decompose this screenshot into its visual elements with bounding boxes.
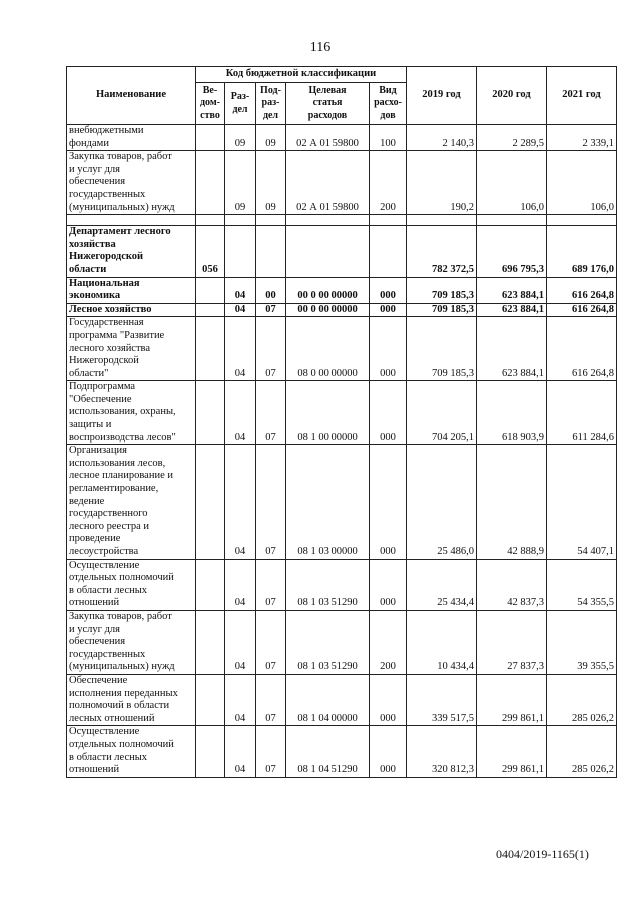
header-name: Наименование bbox=[67, 67, 196, 125]
row-2021: 611 284,6 bbox=[547, 381, 617, 445]
row-name: Национальная экономика bbox=[67, 277, 196, 303]
row-2020: 299 861,1 bbox=[477, 726, 547, 777]
row-target: 00 0 00 00000 bbox=[286, 277, 370, 303]
row-2020: 42 837,3 bbox=[477, 559, 547, 610]
row-2019: 709 185,3 bbox=[407, 317, 477, 381]
row-vid: 000 bbox=[370, 726, 407, 777]
header-target: Целевая статья расходов bbox=[286, 83, 370, 125]
row-2019: 320 812,3 bbox=[407, 726, 477, 777]
row-razdel: 04 bbox=[225, 674, 256, 725]
spacer-cell bbox=[67, 215, 196, 226]
row-target bbox=[286, 226, 370, 277]
row-2021: 616 264,8 bbox=[547, 277, 617, 303]
row-podrazdel: 07 bbox=[256, 303, 286, 317]
row-name: внебюджетными фондами bbox=[67, 125, 196, 151]
row-vedomstvo bbox=[196, 559, 225, 610]
spacer-cell bbox=[407, 215, 477, 226]
row-target: 08 1 00 00000 bbox=[286, 381, 370, 445]
spacer-cell bbox=[225, 215, 256, 226]
row-target: 00 0 00 00000 bbox=[286, 303, 370, 317]
row-2019: 709 185,3 bbox=[407, 303, 477, 317]
row-target: 08 0 00 00000 bbox=[286, 317, 370, 381]
row-2021: 285 026,2 bbox=[547, 726, 617, 777]
row-name: Департамент лесного хозяйства Нижегородской области bbox=[67, 226, 196, 277]
header-vid: Вид расхо- дов bbox=[370, 83, 407, 125]
row-name: Обеспечение исполнения переданных полномочий в области лесных отношений bbox=[67, 674, 196, 725]
row-2020: 623 884,1 bbox=[477, 277, 547, 303]
row-name: Закупка товаров, работ и услуг для обеспечения государственных (муниципальных) нужд bbox=[67, 610, 196, 674]
row-podrazdel: 07 bbox=[256, 559, 286, 610]
row-2019: 339 517,5 bbox=[407, 674, 477, 725]
row-razdel: 04 bbox=[225, 317, 256, 381]
row-2020: 106,0 bbox=[477, 151, 547, 215]
row-razdel: 09 bbox=[225, 151, 256, 215]
table-row bbox=[67, 226, 617, 277]
header-podrazdel: Под- раз- дел bbox=[256, 83, 286, 125]
row-razdel: 04 bbox=[225, 277, 256, 303]
header-code-group: Код бюджетной классификации bbox=[196, 67, 407, 83]
row-target: 08 1 04 00000 bbox=[286, 674, 370, 725]
header-2020: 2020 год bbox=[477, 67, 547, 125]
row-2019: 10 434,4 bbox=[407, 610, 477, 674]
spacer-cell bbox=[286, 215, 370, 226]
row-name: Государственная программа "Развитие лесного хозяйства Нижегородской области" bbox=[67, 317, 196, 381]
table-row bbox=[67, 726, 617, 777]
row-name: Осуществление отдельных полномочий в области лесных отношений bbox=[67, 559, 196, 610]
table-row bbox=[67, 445, 617, 559]
table-row bbox=[67, 559, 617, 610]
row-target: 08 1 04 51290 bbox=[286, 726, 370, 777]
row-name: Лесное хозяйство bbox=[67, 303, 196, 317]
row-vedomstvo: 056 bbox=[196, 226, 225, 277]
row-2020: 623 884,1 bbox=[477, 303, 547, 317]
row-vedomstvo bbox=[196, 303, 225, 317]
spacer-cell bbox=[370, 215, 407, 226]
row-2020: 27 837,3 bbox=[477, 610, 547, 674]
table-row bbox=[67, 277, 617, 303]
row-podrazdel: 07 bbox=[256, 381, 286, 445]
row-podrazdel: 07 bbox=[256, 726, 286, 777]
table-row bbox=[67, 151, 617, 215]
row-name: Осуществление отдельных полномочий в области лесных отношений bbox=[67, 726, 196, 777]
table-body bbox=[67, 125, 617, 778]
row-vedomstvo bbox=[196, 125, 225, 151]
row-vid: 000 bbox=[370, 559, 407, 610]
row-2019: 782 372,5 bbox=[407, 226, 477, 277]
row-podrazdel bbox=[256, 226, 286, 277]
row-razdel: 04 bbox=[225, 726, 256, 777]
row-vid: 000 bbox=[370, 445, 407, 559]
row-podrazdel: 00 bbox=[256, 277, 286, 303]
row-vedomstvo bbox=[196, 445, 225, 559]
spacer-cell bbox=[547, 215, 617, 226]
row-target: 08 1 03 51290 bbox=[286, 610, 370, 674]
page-number: 116 bbox=[309, 40, 331, 55]
row-razdel: 04 bbox=[225, 559, 256, 610]
row-name: Подпрограмма "Обеспечение использования, охраны, защиты и воспроизводства лесов" bbox=[67, 381, 196, 445]
row-2021: 54 407,1 bbox=[547, 445, 617, 559]
row-vid: 200 bbox=[370, 151, 407, 215]
row-target: 08 1 03 51290 bbox=[286, 559, 370, 610]
spacer-cell bbox=[196, 215, 225, 226]
row-razdel bbox=[225, 226, 256, 277]
header-row bbox=[67, 67, 617, 83]
row-vedomstvo bbox=[196, 674, 225, 725]
row-2021: 39 355,5 bbox=[547, 610, 617, 674]
row-vedomstvo bbox=[196, 610, 225, 674]
row-razdel: 09 bbox=[225, 125, 256, 151]
row-2020: 618 903,9 bbox=[477, 381, 547, 445]
spacer-cell bbox=[477, 215, 547, 226]
row-2021: 285 026,2 bbox=[547, 674, 617, 725]
row-2019: 190,2 bbox=[407, 151, 477, 215]
row-vid: 000 bbox=[370, 303, 407, 317]
row-2020: 42 888,9 bbox=[477, 445, 547, 559]
row-vedomstvo bbox=[196, 381, 225, 445]
header-2021: 2021 год bbox=[547, 67, 617, 125]
row-razdel: 04 bbox=[225, 381, 256, 445]
row-vid: 000 bbox=[370, 381, 407, 445]
table-row bbox=[67, 303, 617, 317]
row-vid: 200 bbox=[370, 610, 407, 674]
row-2021: 616 264,8 bbox=[547, 317, 617, 381]
row-name: Организация использования лесов, лесное планирование и регламентирование, ведение государственного лесного реестра и проведение лесоустройства bbox=[67, 445, 196, 559]
row-2021: 689 176,0 bbox=[547, 226, 617, 277]
row-target: 02 А 01 59800 bbox=[286, 125, 370, 151]
row-2019: 709 185,3 bbox=[407, 277, 477, 303]
row-podrazdel: 07 bbox=[256, 445, 286, 559]
header-razdel: Раз- дел bbox=[225, 83, 256, 125]
table-row bbox=[67, 125, 617, 151]
row-vedomstvo bbox=[196, 151, 225, 215]
row-2021: 2 339,1 bbox=[547, 125, 617, 151]
row-vedomstvo bbox=[196, 726, 225, 777]
row-podrazdel: 07 bbox=[256, 317, 286, 381]
row-razdel: 04 bbox=[225, 610, 256, 674]
spacer-cell bbox=[256, 215, 286, 226]
row-vid: 000 bbox=[370, 277, 407, 303]
row-target: 08 1 03 00000 bbox=[286, 445, 370, 559]
row-razdel: 04 bbox=[225, 303, 256, 317]
row-2019: 25 486,0 bbox=[407, 445, 477, 559]
row-2020: 623 884,1 bbox=[477, 317, 547, 381]
table-row bbox=[67, 610, 617, 674]
row-2020: 299 861,1 bbox=[477, 674, 547, 725]
row-2021: 54 355,5 bbox=[547, 559, 617, 610]
row-vid: 000 bbox=[370, 317, 407, 381]
row-name: Закупка товаров, работ и услуг для обеспечения государственных (муниципальных) нужд bbox=[67, 151, 196, 215]
row-vid: 000 bbox=[370, 674, 407, 725]
row-2019: 704 205,1 bbox=[407, 381, 477, 445]
row-2020: 2 289,5 bbox=[477, 125, 547, 151]
row-2019: 2 140,3 bbox=[407, 125, 477, 151]
row-2020: 696 795,3 bbox=[477, 226, 547, 277]
spacer-row bbox=[67, 215, 617, 226]
row-vid bbox=[370, 226, 407, 277]
header-vedomstvo: Ве- дом- ство bbox=[196, 83, 225, 125]
row-podrazdel: 09 bbox=[256, 125, 286, 151]
row-vedomstvo bbox=[196, 317, 225, 381]
budget-table bbox=[66, 66, 617, 778]
row-2019: 25 434,4 bbox=[407, 559, 477, 610]
row-vedomstvo bbox=[196, 277, 225, 303]
header-2019: 2019 год bbox=[407, 67, 477, 125]
row-vid: 100 bbox=[370, 125, 407, 151]
row-2021: 616 264,8 bbox=[547, 303, 617, 317]
row-razdel: 04 bbox=[225, 445, 256, 559]
table-row bbox=[67, 381, 617, 445]
row-target: 02 А 01 59800 bbox=[286, 151, 370, 215]
row-podrazdel: 07 bbox=[256, 674, 286, 725]
row-podrazdel: 09 bbox=[256, 151, 286, 215]
table-row bbox=[67, 674, 617, 725]
row-podrazdel: 07 bbox=[256, 610, 286, 674]
table-row bbox=[67, 317, 617, 381]
row-2021: 106,0 bbox=[547, 151, 617, 215]
document-code: 0404/2019-1165(1) bbox=[496, 847, 589, 861]
